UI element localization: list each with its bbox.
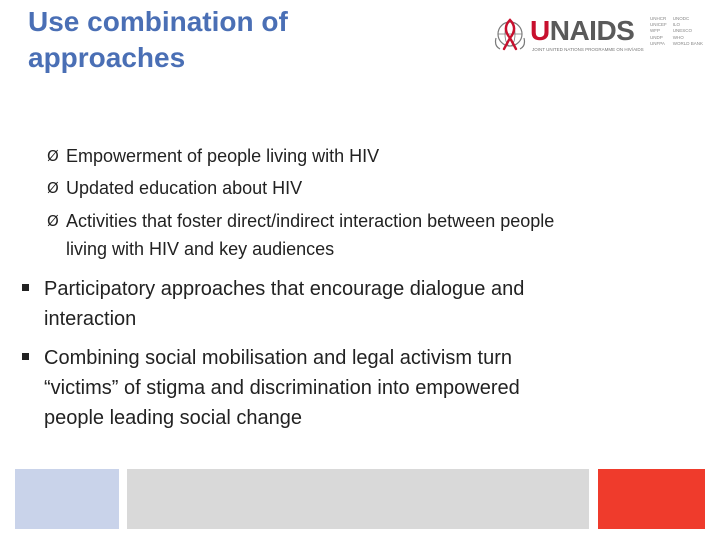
footer-block-blue [15,469,119,529]
cosponsor-name: WFP [650,28,660,34]
footer-block-gray [127,469,589,529]
cosponsor-name: WORLD BANK [672,40,704,46]
footer-block-red [598,469,705,529]
sub-bullet-text: Activities that foster direct/indirect interaction between people [66,211,555,231]
arrow-bullet-icon: Ø [47,212,59,230]
cosponsor-name: UNICEF [650,22,667,28]
bullet-text-continued: people leading social change [44,407,302,429]
cosponsor-column-2 [673,16,703,47]
cosponsor-name: ILO [672,22,681,28]
cosponsor-name: UNODC [672,16,690,21]
slide-title [28,4,448,76]
bullet-text: Combining social mobilisation and legal activism turn [44,347,512,369]
square-bullet-icon [22,353,29,360]
slide-title-line-1: Use combination of [28,6,288,37]
arrow-bullet-icon: Ø [47,147,59,165]
cosponsor-list [650,16,703,47]
cosponsor-column-1 [650,16,667,47]
sub-bullet-text: Empowerment of people living with HIV [66,146,380,166]
unaids-wordmark-rest: NAIDS [549,15,635,46]
sub-bullet-text-continued: living with HIV and key audiences [66,239,335,259]
arrow-bullet-icon: Ø [47,179,59,197]
un-emblem-ribbon-icon [492,16,528,52]
slide-title-line-2: approaches [28,42,186,73]
bullet-text-continued: “victims” of stigma and discrimination into empowered [44,377,520,399]
bullet-text-continued: interaction [44,308,137,330]
cosponsor-name: UNHCR [650,16,667,21]
cosponsor-name: WHO [672,34,684,40]
unaids-tagline: JOINT UNITED NATIONS PROGRAMME ON HIV/AIDS [532,47,644,52]
cosponsor-name: UNESCO [672,28,693,34]
sub-bullet-text: Updated education about HIV [66,178,303,198]
unaids-wordmark [530,14,634,48]
unaids-logo [492,14,712,56]
bullet-text: Participatory approaches that encourage dialogue and [44,278,525,300]
cosponsor-name: UNFPA [650,40,665,46]
cosponsor-name: UNDP [650,34,663,40]
square-bullet-icon [22,284,29,291]
unaids-wordmark-u: U [530,15,550,46]
